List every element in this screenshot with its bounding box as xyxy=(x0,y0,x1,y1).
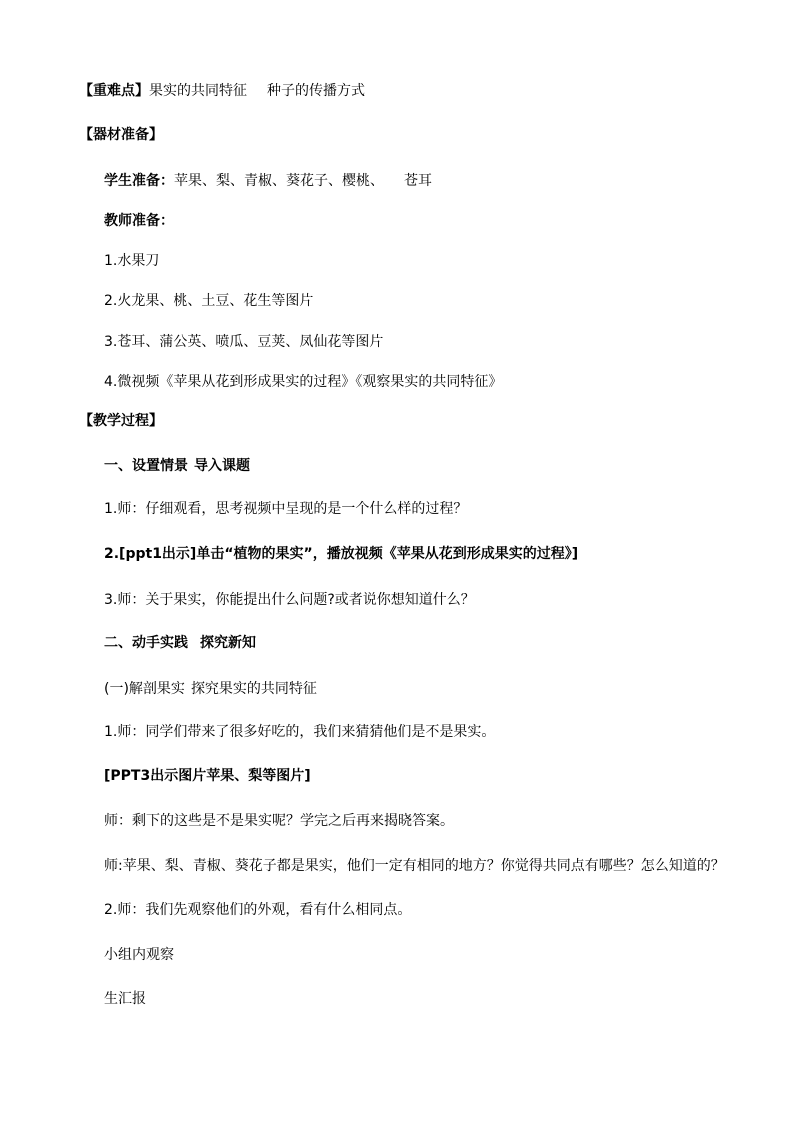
teacher-remark-1: 师：剩下的这些是不是果实呢？学完之后再来揭晓答案。 xyxy=(104,813,454,829)
teacher-remark-2: 师:苹果、梨、青椒、葵花子都是果实，他们一定有相同的地方？你觉得共同点有哪些？怎么知道的？ xyxy=(104,858,725,874)
student-prep-last: 苍耳 xyxy=(404,173,432,189)
student-prep-items: 苹果、梨、青椒、葵花子、樱桃、 xyxy=(174,173,384,189)
student-report: 生汇报 xyxy=(104,991,146,1007)
process-heading: 【教学过程】 xyxy=(79,413,163,429)
teacher-item-1: 1.水果刀 xyxy=(104,253,160,269)
section2-step1: 1.师：同学们带来了很多好吃的，我们来猜猜他们是不是果实。 xyxy=(104,724,496,740)
section1-title-b: 导入课题 xyxy=(194,458,250,474)
section1-step2: 2.[ppt1出示]单击“植物的果实”，播放视频《苹果从花到形成果实的过程》] xyxy=(104,546,579,562)
section2-title xyxy=(104,634,256,652)
teacher-item-3: 3.苍耳、蒲公英、喷瓜、豆荚、凤仙花等图片 xyxy=(104,334,384,350)
section1-title-a: 一、设置情景 xyxy=(104,458,188,474)
section2-sub1-b: 探究果实的共同特征 xyxy=(190,681,317,697)
section1-step3: 3.师：关于果实，你能提出什么问题?或者说你想知道什么？ xyxy=(104,592,475,608)
teacher-item-2: 2.火龙果、桃、土豆、花生等图片 xyxy=(104,293,314,309)
key-point-2: 种子的传播方式 xyxy=(267,83,365,99)
teacher-prep-label: 教师准备： xyxy=(104,213,174,229)
student-prep-line xyxy=(104,172,432,190)
section1-title xyxy=(104,457,250,475)
student-prep-label: 学生准备： xyxy=(104,173,174,189)
key-point-1: 果实的共同特征 xyxy=(149,83,247,99)
section2-step2: 2.师：我们先观察他们的外观，看有什么相同点。 xyxy=(104,902,412,918)
section2-title-b: 探究新知 xyxy=(200,635,256,651)
section2-sub1-a: (一)解剖果实 xyxy=(104,681,185,697)
key-points-label: 【重难点】 xyxy=(79,83,149,99)
section1-step1: 1.师：仔细观看，思考视频中呈现的是一个什么样的过程？ xyxy=(104,501,468,517)
teacher-item-4: 4.微视频《苹果从花到形成果实的过程》《观察果实的共同特征》 xyxy=(104,374,503,390)
materials-heading: 【器材准备】 xyxy=(79,127,163,143)
key-points-line xyxy=(79,82,365,100)
group-observe: 小组内观察 xyxy=(104,947,174,963)
ppt3-note: [PPT3出示图片苹果、梨等图片] xyxy=(104,768,311,784)
section2-sub1 xyxy=(104,680,317,698)
section2-title-a: 二、动手实践 xyxy=(104,635,188,651)
